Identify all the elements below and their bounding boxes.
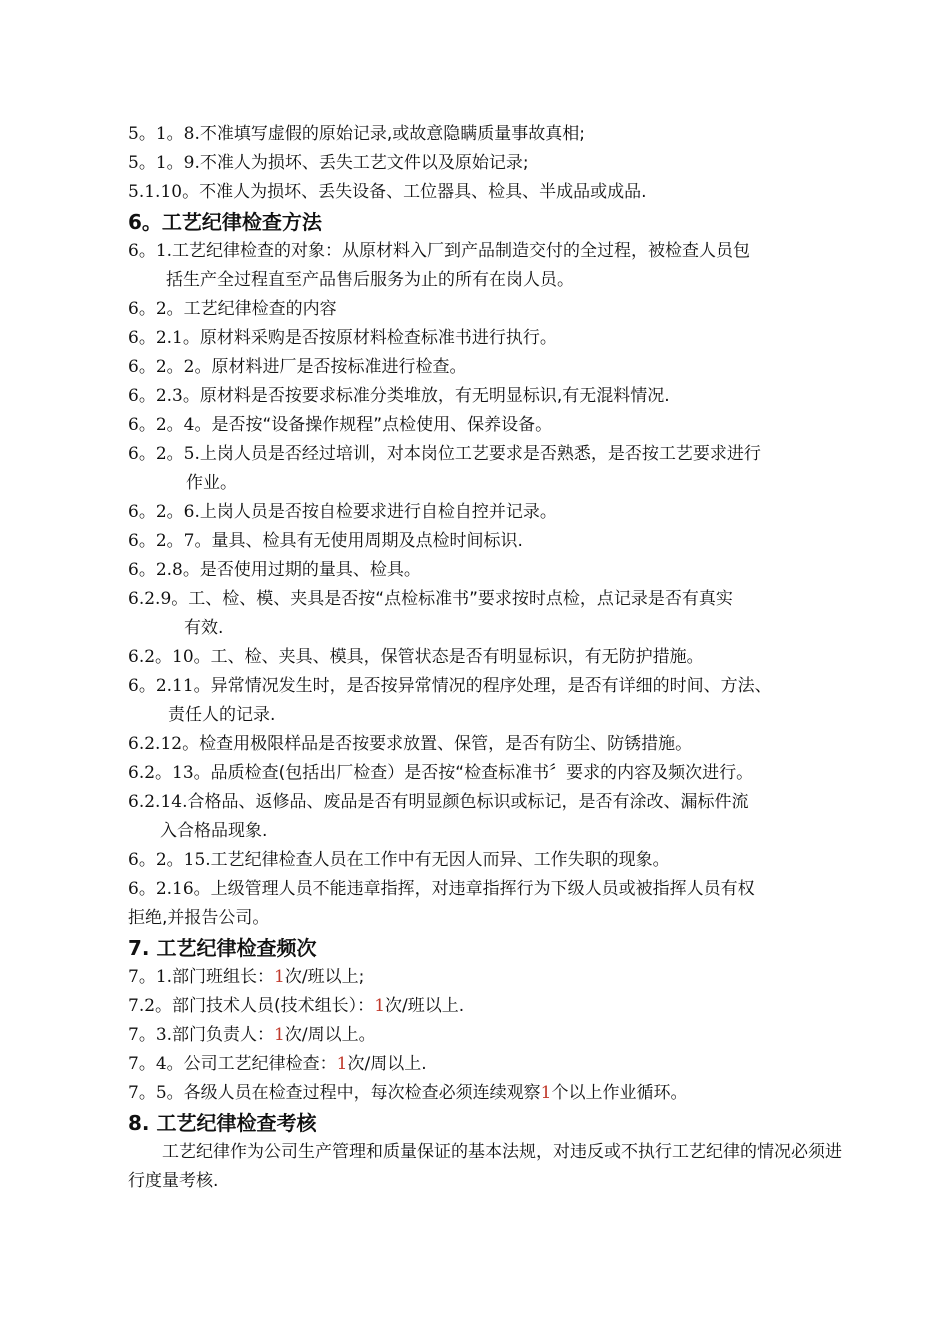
item-7-5 [128,1079,858,1108]
item-number: 7。1. [128,967,173,987]
item-text: 检查用极限样品是否按要求放置、保管，是否有防尘、防锈措施。 [199,734,693,754]
rule-5-1-8 [128,120,858,149]
item-text: 原材料采购是否按原材料检查标准书进行执行。 [199,328,557,348]
item-number: 6.2。13。 [128,763,211,783]
item-6-2-8 [128,556,858,585]
item-text-tail: 次/班以上; [284,967,365,987]
item-number: 6。2。7。 [128,531,212,551]
rule-5-1-9 [128,149,858,178]
item-text: 不准人为损坏、丢失设备、工位器具、检具、半成品或成品. [199,182,647,202]
item-text: 原材料是否按要求标准分类堆放，有无明显标识,有无混料情况. [199,386,670,406]
item-6-2-10 [128,643,858,672]
item-6-2-15 [128,846,858,875]
item-text-tail: 次/周以上. [347,1054,427,1074]
item-text-tail: 个以上作业循环。 [551,1083,688,1103]
item-number: 7。3. [128,1025,173,1045]
item-6-2-16 [128,875,858,904]
item-6-2-9-continued: 有效. [184,618,224,638]
frequency-count: 1 [336,1054,348,1074]
item-text: 工、检、模、夹具是否按“点检标准书”要求按时点检，点记录是否有真实 [188,589,733,609]
section-6-heading: 6。工艺纪律检查方法 [128,210,322,234]
item-text: 异常情况发生时，是否按异常情况的程序处理，是否有详细的时间、方法、 [210,676,772,696]
item-6-2-4 [128,411,858,440]
item-number: 5。1。8. [128,124,200,144]
item-7-1 [128,963,858,992]
item-6-2-6 [128,498,858,527]
item-number: 7.2。 [128,996,173,1016]
section-8-paragraph: 工艺纪律作为公司生产管理和质量保证的基本法规，对违反或不执行工艺纪律的情况必须进行度量考核. [128,1142,842,1191]
item-6-2-13 [128,759,858,788]
frequency-count: 1 [540,1083,552,1103]
item-6-2-7 [128,527,858,556]
item-number: 6。2。 [128,299,184,319]
item-number: 6。1. [128,241,173,261]
item-number: 6。2。4。 [128,415,212,435]
item-text: 部门班组长： [172,967,275,987]
item-7-3 [128,1021,858,1050]
item-text: 品质检查(包括出厂检查）是否按“检查标准书〞要求的内容及频次进行。 [210,763,754,783]
frequency-count: 1 [374,996,386,1016]
item-text: 是否使用过期的量具、检具。 [199,560,421,580]
item-text: 部门技术人员(技术组长）： [172,996,375,1016]
item-6-2-5 [128,440,858,469]
item-number: 7。5。 [128,1083,184,1103]
section-7-heading: 7. 工艺纪律检查频次 [128,936,317,960]
item-text: 工、检、夹具、模具，保管状态是否有明显标识，有无防护措施。 [210,647,704,667]
item-text: 工艺纪律检查的对象：从原材料入厂到产品制造交付的全过程，被检查人员包 [172,241,751,261]
item-text: 合格品、返修品、废品是否有明显颜色标识或标记，是否有涂改、漏标件流 [187,792,749,812]
item-6-2-1 [128,324,858,353]
item-text: 不准人为损坏、丢失工艺文件以及原始记录; [199,153,529,173]
item-6-2-3 [128,382,858,411]
item-text-tail: 次/周以上。 [284,1025,376,1045]
item-number: 6。2.16。 [128,879,211,899]
item-text: 是否按“设备操作规程”点检使用、保养设备。 [211,415,553,435]
item-number: 5。1。9. [128,153,200,173]
item-6-2-2 [128,353,858,382]
item-6-2-5-continued: 作业。 [186,473,237,493]
item-6-2-16-continued: 拒绝,并报告公司。 [128,908,270,928]
item-number: 6。2.8。 [128,560,200,580]
section-8-heading: 8. 工艺纪律检查考核 [128,1111,317,1135]
item-text: 部门负责人： [172,1025,275,1045]
document-content [128,120,858,1196]
item-6-1-continued: 括生产全过程直至产品售后服务为止的所有在岗人员。 [166,270,574,290]
frequency-count: 1 [274,967,285,987]
item-text: 上岗人员是否按自检要求进行自检自控并记录。 [199,502,557,522]
item-6-2-9 [128,585,858,614]
item-number: 5.1.10。 [128,182,200,202]
item-6-2-11-continued: 责任人的记录. [168,705,276,725]
item-text: 原材料进厂是否按标准进行检查。 [211,357,467,377]
item-number: 6。2。5. [128,444,200,464]
item-6-2 [128,295,858,324]
item-text: 上级管理人员不能违章指挥，对违章指挥行为下级人员或被指挥人员有权 [210,879,755,899]
item-number: 6.2。10。 [128,647,211,667]
item-number: 6.2.12。 [128,734,200,754]
item-6-2-14 [128,788,858,817]
item-number: 7。4。 [128,1054,184,1074]
item-number: 6。2.3。 [128,386,200,406]
item-text: 上岗人员是否经过培训，对本岗位工艺要求是否熟悉，是否按工艺要求进行 [199,444,761,464]
frequency-count: 1 [274,1025,285,1045]
item-7-4 [128,1050,858,1079]
item-text: 工艺纪律检查的内容 [183,299,337,319]
item-number: 6.2.9。 [128,589,189,609]
item-number: 6。2.1。 [128,328,200,348]
item-text-tail: 次/班以上. [385,996,465,1016]
item-6-2-14-continued: 入合格品现象. [160,821,268,841]
item-6-2-11 [128,672,858,701]
item-number: 6.2.14. [128,792,188,812]
item-text: 不准填写虚假的原始记录,或故意隐瞒质量事故真相; [199,124,585,144]
item-7-2 [128,992,858,1021]
item-text: 公司工艺纪律检查： [183,1054,337,1074]
item-6-1 [128,237,858,266]
item-number: 6。2。2。 [128,357,212,377]
item-6-2-12 [128,730,858,759]
item-text: 量具、检具有无使用周期及点检时间标识. [211,531,523,551]
rule-5-1-10 [128,178,858,207]
item-number: 6。2。6. [128,502,200,522]
item-text: 各级人员在检查过程中，每次检查必须连续观察 [183,1083,541,1103]
item-number: 6。2。15. [128,850,211,870]
item-text: 工艺纪律检查人员在工作中有无因人而异、工作失职的现象。 [210,850,670,870]
item-number: 6。2.11。 [128,676,211,696]
